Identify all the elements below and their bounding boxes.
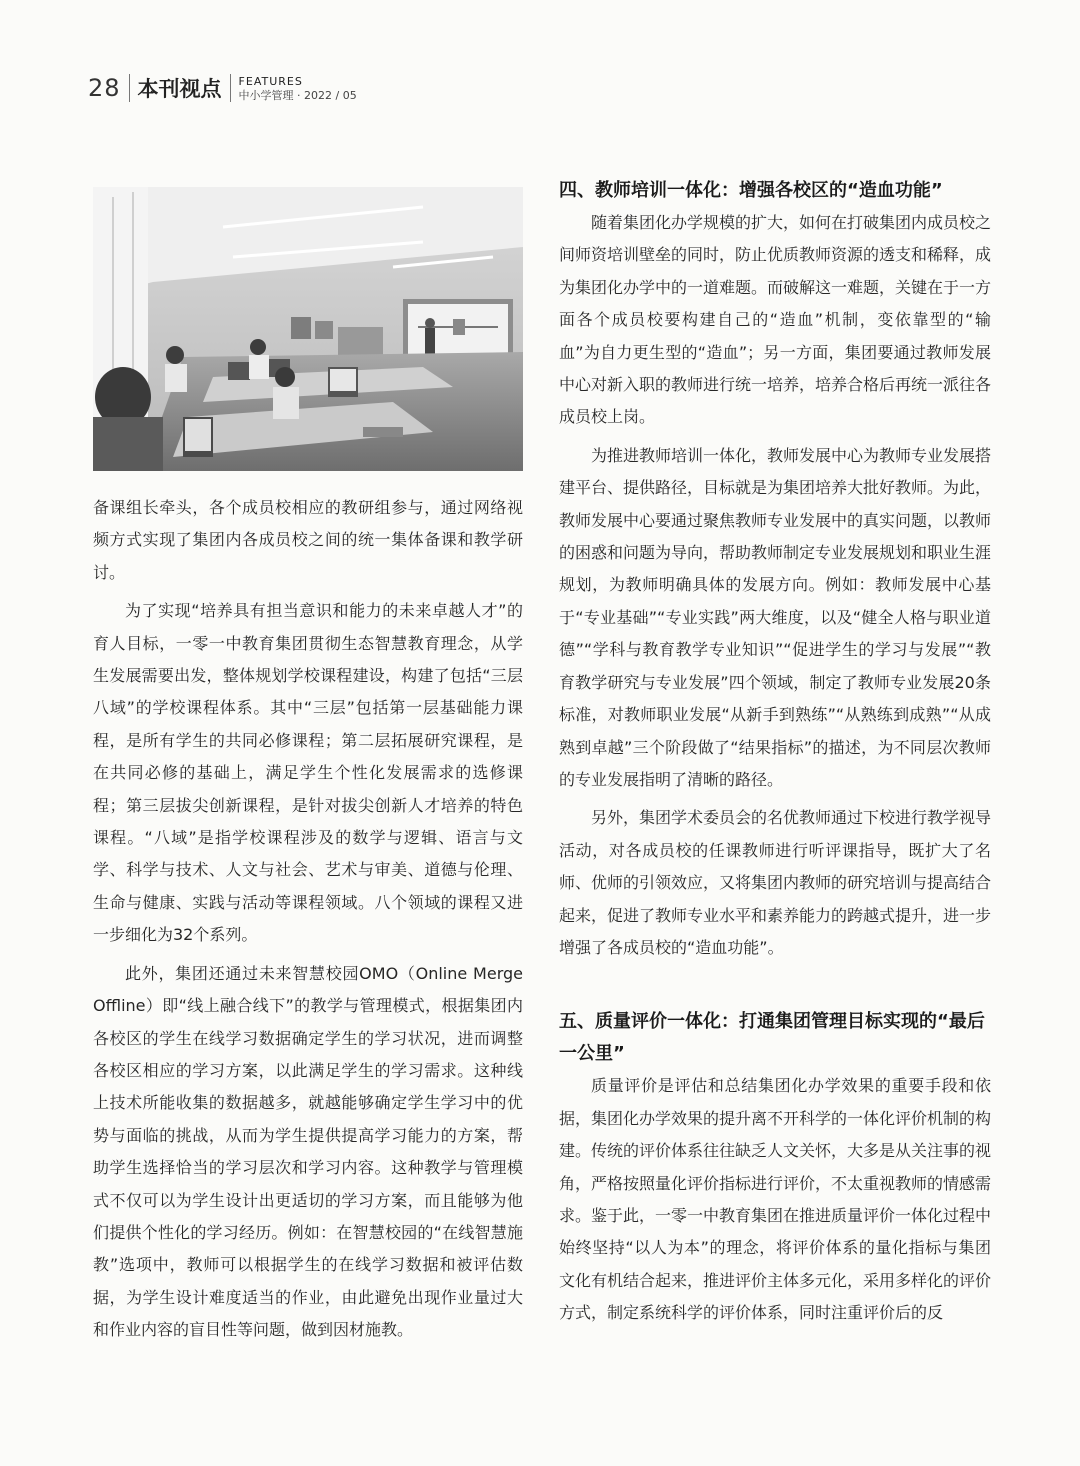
page-number: 28 [88,74,121,102]
left-paragraph-1: 备课组长牵头，各个成员校相应的教研组参与，通过网络视频方式实现了集团内各成员校之间的统一集体备课和教学研讨。 [93,498,523,582]
section-4-paragraph-3: 另外，集团学术委员会的名优教师通过下校进行教学视导活动，对各成员校的任课教师进行听评课指导，既扩大了名师、优师的引领效应，又将集团内教师的研究培训与提高结合起来，促进了教师专业水平和素养能力的跨越式提升，进一步增强了各成员校的“造血功能”。 [559,808,992,957]
header-divider-2 [230,74,231,102]
right-column [559,175,991,1330]
section-5-heading: 五、质量评价一体化：打通集团管理目标实现的“最后一公里” [559,1011,985,1065]
section-name: 本刊视点 [137,77,222,101]
left-paragraph-3: 此外，集团还通过未来智慧校园OMO（Online Merge Offline）即“线上融合线下”的教学与管理模式，根据集团内各校区的学生在线学习数据确定学生的学习状况，进而调整各校区相应的学习方案，以此满足学生的学习需求。这种线上技术所能收集的数据越多，就越能够确定学生学习中的优势与面临的挑战，从而为学生提供提高学习能力的方案，帮助学生选择恰当的学习层次和学习内容。这种教学与管理模式不仅可以为学生设计出更适切的学习方案，而且能够为他们提供个性化的学习经历。例如：在智慧校园的“在线智慧施教”选项中，教师可以根据学生的在线学习数据和被评估数据，为学生设计难度适当的作业，由此避免出现作业量过大和作业内容的盲目性等问题，做到因材施教。 [93,963,523,1340]
classroom-photo-illustration [93,187,523,471]
section-5-paragraph-1: 质量评价是评估和总结集团化办学效果的重要手段和依据，集团化办学效果的提升离不开科学的一体化评价机制的构建。传统的评价体系往往缺乏人文关怀，大多是从关注事的视角，严格按照量化评价指标进行评价，不太重视教师的情感需求。鉴于此，一零一中教育集团在推进质量评价一体化过程中始终坚持“以人为本”的理念，将评价体系的量化指标与集团文化有机结合起来，推进评价主体多元化，采用多样化的评价方式，制定系统科学的评价体系，同时注重评价后的反 [559,1076,992,1323]
section-4-paragraph-1: 随着集团化办学规模的扩大，如何在打破集团内成员校之间师资培训壁垒的同时，防止优质教师资源的透支和稀释，成为集团化办学中的一道难题。而破解这一难题，关键在于一方面各个成员校要构建自己的“造血”机制，变依靠型的“输血”为自力更生型的“造血”；另一方面，集团要通过教师发展中心对新入职的教师进行统一培养，培养合格后再统一派往各成员校上岗。 [559,213,992,427]
section-4-paragraph-2: 为推进教师培训一体化，教师发展中心为教师专业发展搭建平台、提供路径，目标就是为集团培养大批好教师。为此，教师发展中心要通过聚焦教师专业发展中的真实问题，以教师的困惑和问题为导向，帮助教师制定专业发展规划和职业生涯规划，为教师明确具体的发展方向。例如：教师发展中心基于“专业基础”“专业实践”两大维度，以及“健全人格与职业道德”“学科与教育教学专业知识”“促进学生的学习与发展”“教育教学研究与专业发展”四个领域，制定了教师专业发展20条标准，对教师职业发展“从新手到熟练”“从熟练到成熟”“从成熟到卓越”三个阶段做了“结果指标”的描述，为不同层次教师的专业发展指明了清晰的路径。 [559,445,992,789]
masthead [239,76,357,101]
classroom-photo [93,187,523,471]
section-4-heading: 四、教师培训一体化：增强各校区的“造血功能” [559,180,943,201]
left-paragraph-2: 为了实现“培养具有担当意识和能力的未来卓越人才”的育人目标，一零一中教育集团贯彻生态智慧教育理念，从学生发展需要出发，整体规划学校课程建设，构建了包括“三层八域”的学校课程体系。其中“三层”包括第一层基础能力课程，是所有学生的共同必修课程；第二层拓展研究课程，是在共同必修的基础上，满足学生个性化发展需求的选修课程；第三层拔尖创新课程，是针对拔尖创新人才培养的特色课程。“八域”是指学校课程涉及的数学与逻辑、语言与文学、科学与技术、人文与社会、艺术与审美、道德与伦理、生命与健康、实践与活动等课程领域。八个领域的课程又进一步细化为32个系列。 [93,601,523,945]
features-label: FEATURES [238,74,303,88]
issue-label: 中小学管理 · 2022 / 05 [238,88,357,102]
left-column [93,492,523,1347]
header-divider [129,74,130,102]
page-header [88,70,357,106]
